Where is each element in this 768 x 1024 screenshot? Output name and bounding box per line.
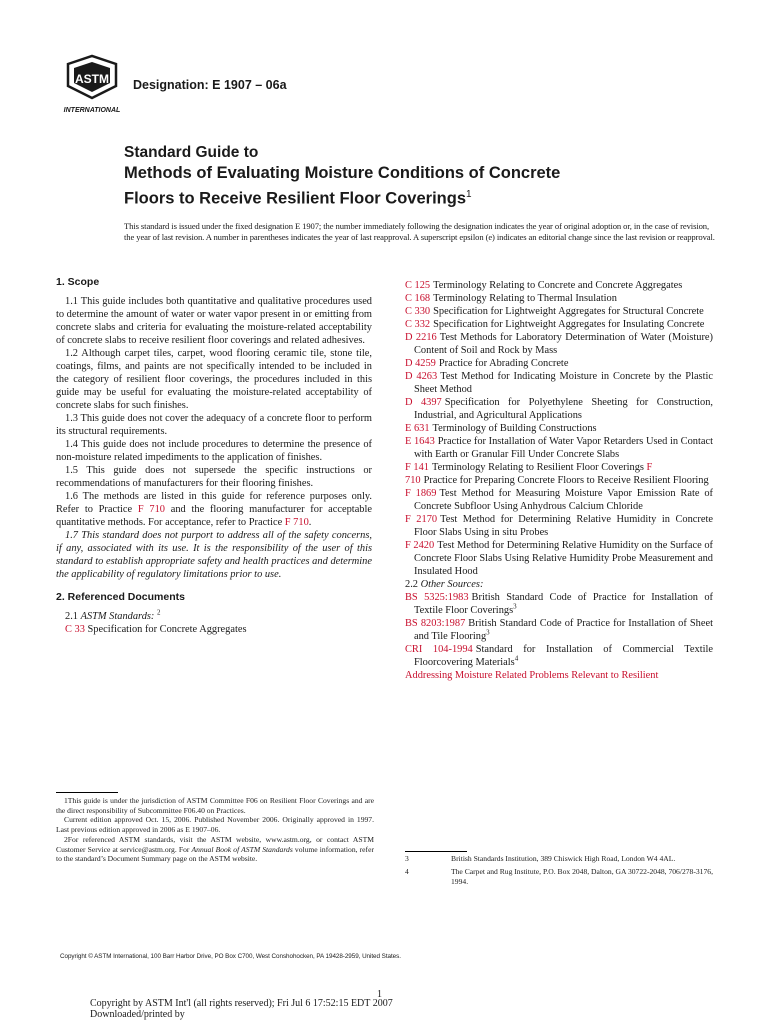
other-sources-label bbox=[405, 578, 713, 591]
footnote-rule-right bbox=[405, 851, 467, 852]
other-ref-title: British Standard Code of Practice for Installation of Sheet and Tile Flooring bbox=[414, 618, 713, 642]
logo-letters: ASTM bbox=[75, 72, 109, 86]
title-block bbox=[124, 143, 644, 210]
ref-title: Practice for Preparing Concrete Floors to Receive Resilient Flooring bbox=[423, 475, 709, 486]
other-ref-code-link[interactable]: BS 5325:1983 bbox=[405, 592, 469, 603]
astm-standards-num: 2.1 bbox=[65, 611, 81, 622]
other-ref-item bbox=[405, 643, 713, 669]
ref-title: Specification for Polyethylene Sheeting for Construction, Industrial, and Agricultural Applications bbox=[414, 397, 713, 421]
left-column bbox=[56, 276, 372, 636]
ref-title: Terminology Relating to Thermal Insulation bbox=[433, 293, 617, 304]
ref-title: Terminology of Building Constructions bbox=[432, 423, 597, 434]
ref-item bbox=[405, 422, 713, 435]
astm-standards-sup: 2 bbox=[157, 608, 161, 617]
footnotes-left bbox=[56, 796, 374, 864]
ref-item bbox=[405, 331, 713, 357]
scope-p3: 1.3 This guide does not cover the adequacy of a concrete floor to perform its structural requirements. bbox=[56, 413, 372, 437]
ref-c33-link[interactable]: C 33 bbox=[65, 624, 85, 635]
footnote-2-b: volume information, refer to the standard’s Document Summary page on the ASTM website. bbox=[56, 844, 374, 864]
ref-code-link[interactable]: E 1643 bbox=[405, 436, 435, 447]
ref-item bbox=[405, 396, 713, 422]
ref-item bbox=[405, 539, 713, 578]
scope-p4: 1.4 This guide does not include procedures to determine the presence of non-moisture related impediments to the application of finishes. bbox=[56, 439, 372, 463]
other-ref-item bbox=[405, 591, 713, 617]
other-ref-title: British Standard Code of Practice for Installation of Textile Floor Coverings bbox=[414, 592, 713, 616]
right-column bbox=[405, 279, 713, 682]
f710-link-1[interactable]: F 710 bbox=[137, 504, 165, 515]
astm-logo-icon bbox=[60, 50, 124, 116]
scope-p2: 1.2 Although carpet tiles, carpet, wood flooring ceramic tile, stone tile, coatings, films, and paints are not specifically intended to be included in the category of resilient floor coverings, the procedures included in this guide may be useful for evaluating the moisture-related acceptability of concrete slabs for such finishes. bbox=[56, 348, 372, 411]
other-ref-code-link[interactable]: CRI 104-1994 bbox=[405, 644, 473, 655]
print-stamp-line-1: Copyright by ASTM Int'l (all rights reserved); Fri Jul 6 17:52:15 EDT 2007 bbox=[90, 998, 393, 1009]
footnote-1: 1This guide is under the jurisdiction of ASTM Committee F06 on Resilient Floor Coverings and are the direct responsibility of Subcommittee F06.40 on Practices. bbox=[56, 796, 374, 815]
scope-heading: 1. Scope bbox=[56, 276, 100, 288]
issue-note: This standard is issued under the fixed designation E 1907; the number immediately following the designation indicates the year of original adoption or, in the case of revision, the year of last revision. A number in parentheses indicates the year of last reapproval. A superscript epsilon (e) indicates an editorial change since the last revision or reapproval. bbox=[124, 221, 715, 242]
footnote-3-num: 3 bbox=[405, 854, 409, 863]
ref-c33 bbox=[56, 623, 372, 636]
footnote-4-text: The Carpet and Rug Institute, P.O. Box 2048, Dalton, GA 30722-2048, 706/278-3176, 1994. bbox=[451, 867, 713, 886]
footnote-1b: Current edition approved Oct. 15, 2006. Published November 2006. Originally approved in 1997. Last previous edition approved in 2006 as E 1907–06. bbox=[56, 815, 374, 835]
print-stamp-line-2: Downloaded/printed by bbox=[90, 1009, 185, 1020]
ref-item bbox=[405, 370, 713, 396]
ref-item bbox=[405, 279, 713, 292]
ref-title: Test Method for Measuring Moisture Vapor Emission Rate of Concrete Subfloor Using Anhydrous Calcium Chloride bbox=[414, 488, 713, 512]
ref-item bbox=[405, 461, 713, 474]
other-ref-footnote-mark: 3 bbox=[513, 602, 517, 611]
astm-standards-text: ASTM Standards: bbox=[80, 611, 155, 622]
ref-code-link[interactable]: E 631 bbox=[405, 423, 430, 434]
ref-item bbox=[405, 435, 713, 461]
scope-p6-c: . bbox=[308, 517, 312, 528]
ref-trail-link[interactable]: F bbox=[643, 462, 653, 473]
footnote-2-italic: Annual Book of ASTM Standards bbox=[191, 844, 293, 854]
ref-title: Test Method for Determining Relative Humidity on the Surface of Concrete Floor Slabs Using Relative Humidity Probe Measurement and Insulated Hood bbox=[414, 540, 713, 577]
scope-p6-b: and the flooring manufacturer for acceptable quantitative methods. For acceptance, refer to Practice bbox=[56, 504, 373, 528]
footnote-4-num: 4 bbox=[405, 867, 409, 876]
ref-code-link[interactable]: C 168 bbox=[405, 293, 431, 304]
other-sources-list bbox=[405, 591, 713, 669]
title-footnote-mark: 1 bbox=[466, 189, 472, 200]
footnotes-right bbox=[405, 854, 725, 887]
ref-code-link[interactable]: C 330 bbox=[405, 306, 431, 317]
astm-standards-label bbox=[56, 610, 372, 623]
ref-title: Test Method for Determining Relative Humidity in Concrete Floor Slabs Using in situ Probes bbox=[414, 514, 713, 538]
ref-title: Terminology Relating to Resilient Floor Coverings bbox=[431, 462, 644, 473]
scope-p7: 1.7 This standard does not purport to address all of the safety concerns, if any, associated with its use. It is the responsibility of the user of this standard to establish appropriate safety and health practices and determine the applicability of regulatory limitations prior to use. bbox=[56, 530, 372, 580]
ref-code-link[interactable]: F 141 bbox=[405, 462, 429, 473]
ref-code-link[interactable]: C 332 bbox=[405, 319, 431, 330]
ref-item bbox=[405, 513, 713, 539]
logo-subtext: INTERNATIONAL bbox=[63, 107, 121, 114]
designation: Designation: E 1907 – 06a bbox=[133, 78, 287, 92]
other-sources-text: Other Sources: bbox=[420, 579, 484, 590]
refs-heading: 2. Referenced Documents bbox=[56, 591, 185, 603]
footnote-3 bbox=[405, 854, 725, 864]
ref-c33-text: Specification for Concrete Aggregates bbox=[87, 624, 247, 635]
f710-link-2[interactable]: F 710 bbox=[284, 517, 309, 528]
ref-title: Specification for Lightweight Aggregates for Structural Concrete bbox=[433, 306, 704, 317]
ref-item bbox=[405, 305, 713, 318]
ref-code-link[interactable]: F 1869 bbox=[405, 488, 437, 499]
scope-p1: 1.1 This guide includes both quantitative and qualitative procedures used to determine the amount of water or water vapor present in or emitting from concrete slabs and criteria for evaluating the moisture-related acceptability of concrete slabs to receive resilient floor coverings and related adhesives. bbox=[56, 296, 372, 346]
footnote-rule-left bbox=[56, 792, 118, 793]
ref-code-link[interactable]: D 4263 bbox=[405, 371, 438, 382]
right-refs-list bbox=[405, 279, 713, 578]
other-ref-title: Standard for Installation of Commercial Textile Floorcovering Materials bbox=[414, 644, 713, 668]
ref-title: Practice for Abrading Concrete bbox=[438, 358, 569, 369]
ref-code-link[interactable]: D 4259 bbox=[405, 358, 436, 369]
other-ref-code-link[interactable]: BS 8203:1987 bbox=[405, 618, 466, 629]
ref-title: Test Method for Indicating Moisture in Concrete by the Plastic Sheet Method bbox=[414, 371, 713, 395]
print-stamp bbox=[90, 998, 393, 1020]
ref-item bbox=[405, 474, 713, 487]
ref-code-link[interactable]: D 2216 bbox=[405, 332, 437, 343]
footnote-2 bbox=[56, 835, 374, 864]
page-number: 1 bbox=[377, 989, 382, 1000]
ref-code-link[interactable]: F 2420 bbox=[405, 540, 435, 551]
other-sources-red-line[interactable]: Addressing Moisture Related Problems Relevant to Resilient bbox=[405, 670, 659, 681]
ref-title: Terminology Relating to Concrete and Concrete Aggregates bbox=[433, 280, 683, 291]
astm-logo bbox=[60, 50, 124, 116]
ref-code-link[interactable]: D 4397 bbox=[405, 397, 442, 408]
ref-code-link[interactable]: 710 bbox=[405, 475, 421, 486]
scope-p6-a: 1.6 The methods are listed in this guide for reference purposes only. Refer to Practice bbox=[56, 491, 372, 515]
scope-p5: 1.5 This guide does not supersede the specific instructions or recommendations of manufacturers for their flooring finishes. bbox=[56, 465, 372, 489]
title-line-1: Methods of Evaluating Moisture Conditions of Concrete bbox=[124, 164, 561, 182]
title-line-2 bbox=[124, 184, 644, 210]
ref-code-link[interactable]: C 125 bbox=[405, 280, 431, 291]
title-pre: Standard Guide to bbox=[124, 144, 259, 161]
ref-item bbox=[405, 357, 713, 370]
ref-code-link[interactable]: F 2170 bbox=[405, 514, 438, 525]
footnote-2-a: 2For referenced ASTM standards, visit the ASTM website, www.astm.org, or contact ASTM Customer Service at service@astm.org. For bbox=[56, 834, 374, 854]
ref-title: Practice for Installation of Water Vapor Retarders Used in Contact with Earth or Granular Fill Under Concrete Slabs bbox=[414, 436, 713, 460]
scope-p6 bbox=[56, 490, 372, 529]
ref-item bbox=[405, 318, 713, 331]
footnote-3-text: British Standards Institution, 389 Chiswick High Road, London W4 4AL. bbox=[451, 854, 676, 863]
ref-title: Test Methods for Laboratory Determination of Water (Moisture) Content of Soil and Rock by Mass bbox=[414, 332, 713, 356]
ref-item bbox=[405, 292, 713, 305]
ref-item bbox=[405, 487, 713, 513]
other-ref-footnote-mark: 4 bbox=[514, 654, 519, 663]
copyright-line: Copyright © ASTM International, 100 Barr Harbor Drive, PO Box C700, West Conshohocken, PA 19428-2959, United States. bbox=[60, 953, 401, 960]
ref-title: Specification for Lightweight Aggregates for Insulating Concrete bbox=[433, 319, 705, 330]
footnote-4 bbox=[405, 867, 725, 887]
other-ref-item bbox=[405, 617, 713, 643]
title-line-2-text: Floors to Receive Resilient Floor Coverings bbox=[124, 189, 466, 208]
other-sources-num: 2.2 bbox=[405, 579, 421, 590]
other-ref-footnote-mark: 3 bbox=[486, 628, 490, 637]
